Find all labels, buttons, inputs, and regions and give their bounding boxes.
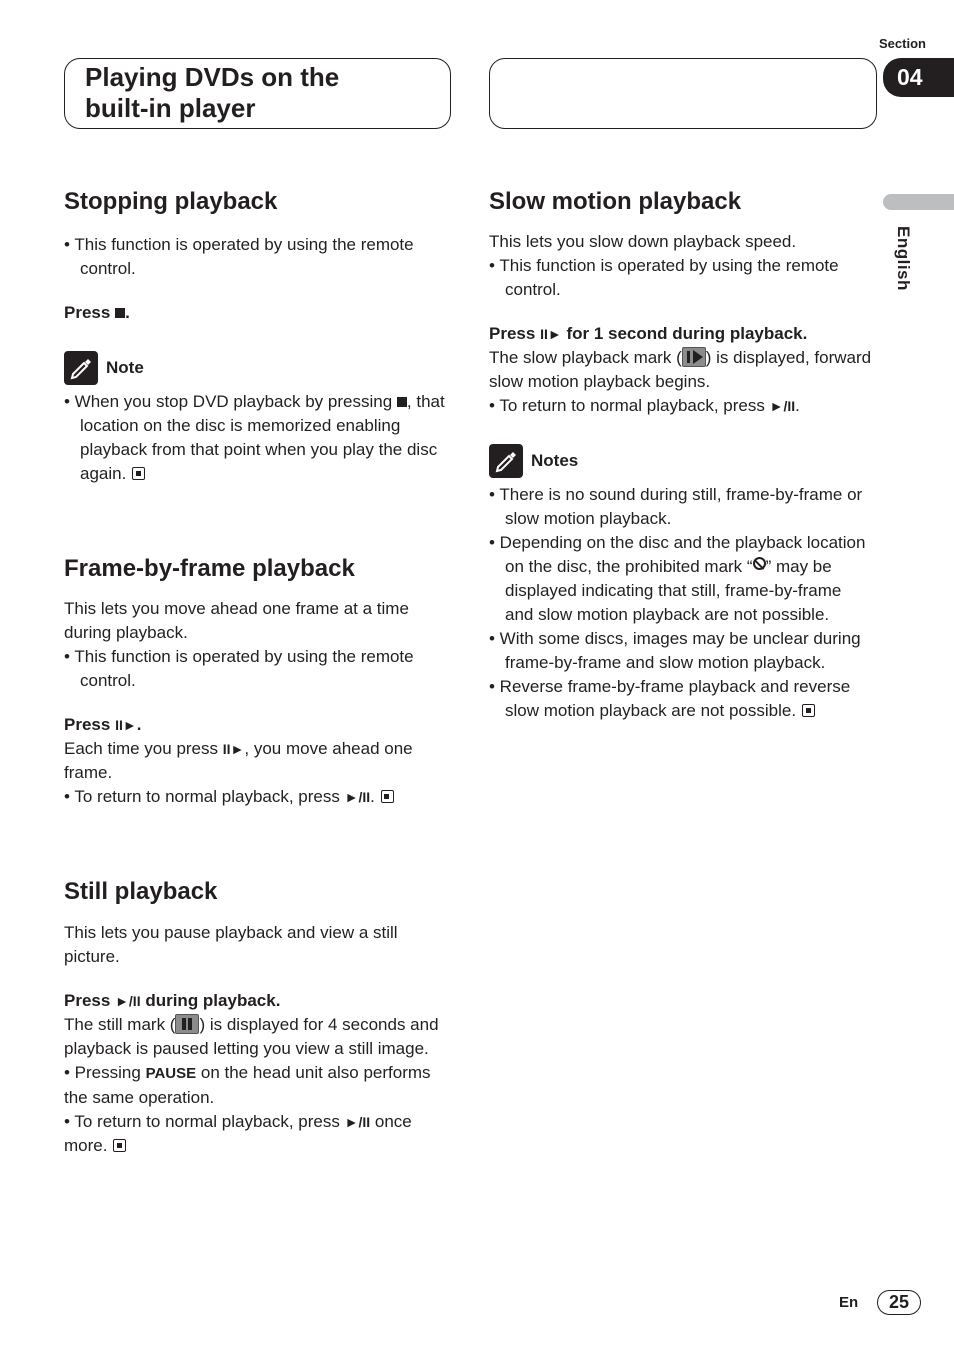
still-title: Still playback: [64, 878, 218, 905]
still-bullet2-part1: • To return to normal playback, press: [64, 1112, 340, 1131]
play-pause-icon: ►/II: [344, 789, 371, 805]
pencil-icon: [64, 351, 98, 385]
stopping-note-part1: • When you stop DVD playback by pressing: [64, 392, 393, 411]
stopping-note: [64, 390, 449, 486]
stopping-bullet: • This function is operated by using the remote control.: [64, 235, 414, 278]
page-number: 25: [877, 1290, 921, 1315]
frame-bullet1: • This function is operated by using the remote control.: [64, 647, 414, 690]
section-number-tab: 04: [883, 58, 954, 97]
frame-desc: [64, 737, 449, 785]
still-mark-icon: [175, 1014, 199, 1034]
stop-icon: [397, 397, 407, 407]
still-bullet2-part2: once more.: [64, 1112, 412, 1155]
section-label: Section: [879, 36, 926, 51]
stopping-note-part2: , that location on the disc is memorized enabling playback from that point when you play the disc again.: [80, 392, 445, 483]
slow-desc: [489, 346, 874, 394]
play-pause-icon: ►/II: [344, 1114, 371, 1130]
still-bullet1-part2: on the head unit also performs the same operation.: [64, 1063, 431, 1107]
end-of-section-icon: [802, 704, 815, 717]
slow-note1: • There is no sound during still, frame-by-frame or slow motion playback.: [489, 485, 863, 528]
empty-header-box: [489, 58, 877, 129]
chapter-title: Playing DVDs on the built-in player: [85, 62, 340, 123]
frame-bullet2: [64, 785, 449, 809]
slow-title: Slow motion playback: [489, 188, 742, 215]
language-label: English: [894, 226, 913, 291]
stop-icon: [115, 308, 125, 318]
left-column: [64, 186, 449, 1158]
still-desc-part2: ) is displayed for 4 seconds and playback is paused letting you view a still image.: [64, 1015, 439, 1058]
slow-note2-part1: • Depending on the disc and the playback location on the disc, the prohibited mark “: [489, 533, 866, 576]
pause-key: PAUSE: [145, 1065, 197, 1082]
frame-title: Frame-by-frame playback: [64, 555, 355, 582]
slow-desc-part2: ) is displayed, forward slow motion playback begins.: [489, 348, 872, 391]
slow-note2: [489, 531, 874, 627]
slow-note2-part2: ” may be displayed indicating that still, frame-by-frame and slow motion playback are not possible.: [505, 557, 842, 624]
frame-press-end: .: [136, 715, 142, 734]
slow-bullet2: [489, 394, 874, 418]
right-column: [489, 186, 874, 723]
still-desc: [64, 1013, 449, 1061]
play-pause-icon: ►/II: [769, 398, 796, 414]
frame-advance-icon: II►: [115, 717, 137, 733]
still-press-tail: during playback.: [145, 991, 281, 1010]
still-desc-part1: The still mark (: [64, 1015, 176, 1034]
pencil-icon: [489, 444, 523, 478]
play-pause-icon: ►/II: [115, 993, 141, 1009]
slow-note3: • With some discs, images may be unclear during frame-by-frame and slow motion playback.: [489, 629, 861, 672]
slow-bullet1: • This function is operated by using the remote control.: [489, 256, 839, 299]
still-intro: This lets you pause playback and view a still picture.: [64, 923, 398, 966]
frame-bullet2-text: • To return to normal playback, press: [64, 787, 340, 806]
slow-intro: This lets you slow down playback speed.: [489, 232, 797, 251]
slow-bullet2-text: • To return to normal playback, press: [489, 396, 765, 415]
notes-header: [489, 444, 874, 478]
slow-press: [489, 322, 874, 346]
still-press: [64, 989, 449, 1013]
footer-language: En: [839, 1294, 859, 1311]
end-of-section-icon: [132, 467, 145, 480]
language-tab: [883, 194, 954, 210]
frame-intro: This lets you move ahead one frame at a time during playback.: [64, 599, 409, 642]
chapter-title-box: [64, 58, 451, 129]
frame-advance-icon: II►: [540, 326, 562, 342]
slow-mark-icon: [682, 347, 706, 367]
stopping-title: Stopping playback: [64, 188, 278, 215]
slow-bullet2-end: .: [795, 396, 800, 415]
slow-note4: [489, 675, 874, 723]
frame-advance-icon: II►: [222, 741, 245, 757]
frame-press-text: Press: [64, 715, 111, 734]
frame-bullet2-end: .: [370, 787, 375, 806]
end-of-section-icon: [113, 1139, 126, 1152]
notes-label: Notes: [531, 451, 579, 470]
end-of-section-icon: [381, 790, 394, 803]
frame-desc-part2: , you move ahead one frame.: [64, 739, 413, 782]
frame-press: [64, 713, 449, 737]
stopping-press-text: Press: [64, 303, 111, 322]
slow-press-tail: for 1 second during playback.: [566, 324, 808, 343]
frame-desc-part1: Each time you press: [64, 739, 219, 758]
slow-desc-part1: The slow playback mark (: [489, 348, 682, 367]
note-label: Note: [106, 358, 144, 377]
still-press-text: Press: [64, 991, 111, 1010]
still-bullet1: [64, 1061, 449, 1110]
slow-note4-text: • Reverse frame-by-frame playback and reverse slow motion playback are not possible.: [489, 677, 851, 720]
note-header: [64, 351, 449, 385]
prohibited-icon: [753, 557, 766, 570]
still-bullet2: [64, 1110, 449, 1158]
still-bullet1-part1: • Pressing: [64, 1063, 141, 1082]
slow-press-text: Press: [489, 324, 536, 343]
stopping-press: Press .: [64, 303, 130, 322]
